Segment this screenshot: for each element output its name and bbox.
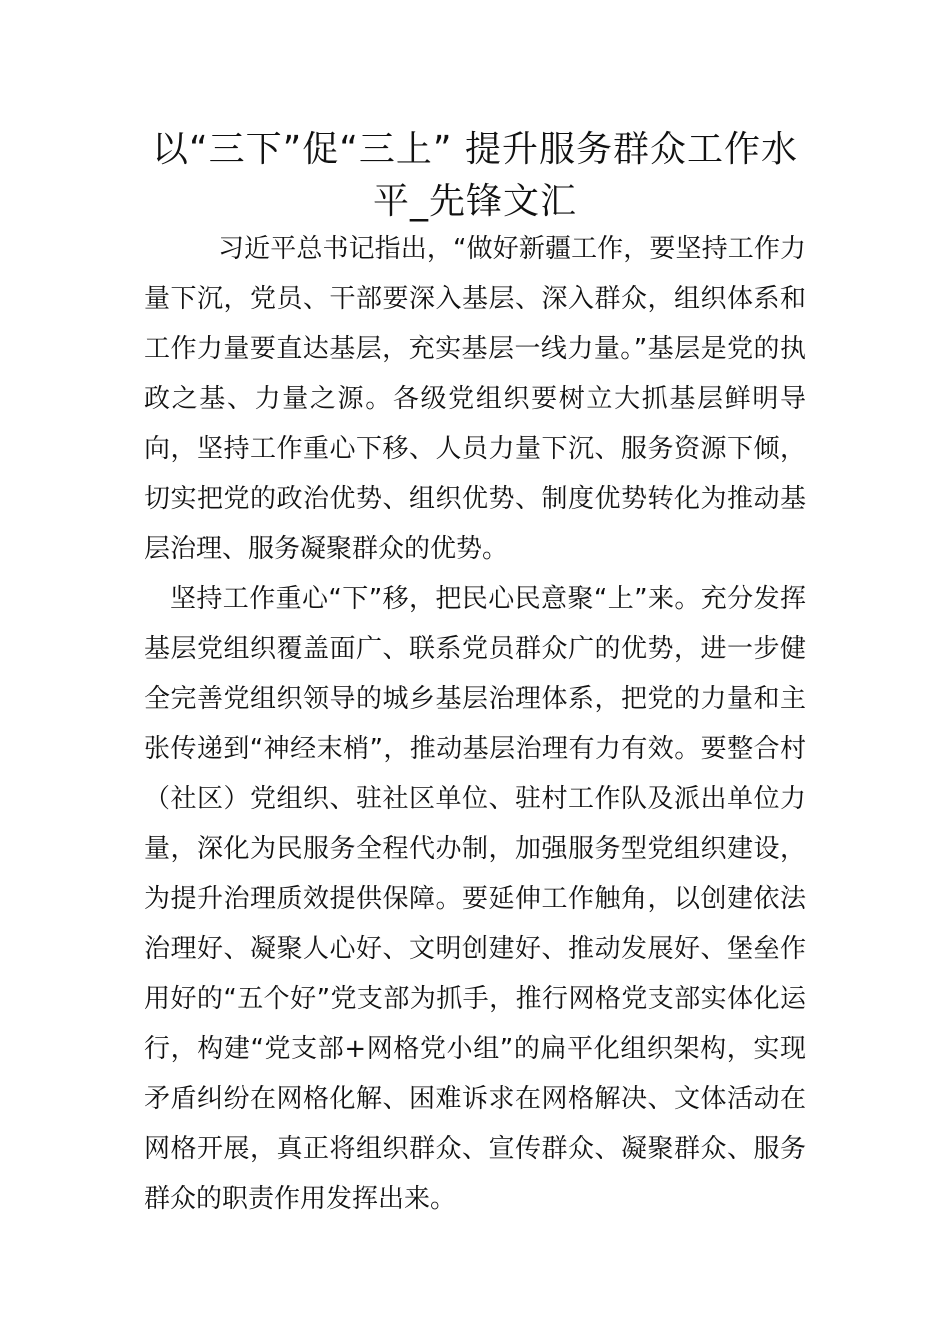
document-body — [144, 224, 806, 1224]
document-title: 以“三下”促“三上” 提升服务群众工作水平_先锋文汇 — [151, 129, 799, 222]
paragraph-2: 坚持工作重心“下”移，把民心民意聚“上”来。充分发挥基层党组织覆盖面广、联系党员群众广的优势，进一步健全完善党组织领导的城乡基层治理体系，把党的力量和主张传递到“神经末梢”，推动基层治理有力有效。要整合村（社区）党组织、驻社区单位、驻村工作队及派出单位力量，深化为民服务全程代办制，加强服务型党组织建设，为提升治理质效提供保障。要延伸工作触角，以创建依法治理好、凝聚人心好、文明创建好、推动发展好、堡垒作用好的“五个好”党支部为抓手，推行网格党支部实体化运行，构建“党支部+网格党小组”的扁平化组织架构，实现矛盾纠纷在网格化解、困难诉求在网格解决、文体活动在网格开展，真正将组织群众、宣传群众、凝聚群众、服务群众的职责作用发挥出来。 — [144, 584, 806, 1214]
paragraph-1: 习近平总书记指出，“做好新疆工作，要坚持工作力量下沉，党员、干部要深入基层、深入群众，组织体系和工作力量要直达基层，充实基层一线力量。”基层是党的执政之基、力量之源。各级党组织要树立大抓基层鲜明导向，坚持工作重心下移、人员力量下沉、服务资源下倾，切实把党的政治优势、组织优势、制度优势转化为推动基层治理、服务凝聚群众的优势。 — [144, 234, 806, 564]
